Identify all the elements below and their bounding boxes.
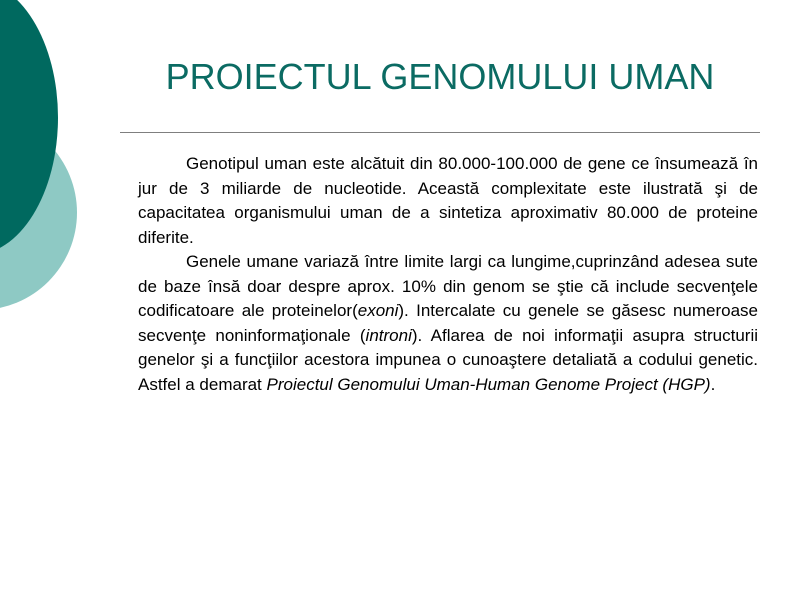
term-introni: introni xyxy=(365,325,412,345)
paragraph-genotype: Genotipul uman este alcătuit din 80.000-100.000 de gene ce însumează în jur de 3 miliarde de nucleotide. Această complexitate este ilustrată şi de capacitatea organismului uman de a sintetiza aproximativ 80.000 de proteine diferite. xyxy=(138,154,758,247)
paragraph-genes-text-b: ). Intercalate cu genele se găsesc numeroase secvenţe noninformaţionale ( xyxy=(138,301,758,345)
project-name: Proiectul Genomului Uman-Human Genome Project (HGP) xyxy=(266,374,711,394)
title-divider xyxy=(120,132,760,133)
slide-body xyxy=(138,152,758,397)
term-exoni: exoni xyxy=(357,301,399,320)
paragraph-genes xyxy=(138,250,758,397)
paragraph-genes-text-c: ). Aflarea de noi informaţii asupra structurii genelor şi a funcţiilor acestora impunea o cunoaştere detaliată a codului genetic. Astfel a demarat xyxy=(138,325,759,394)
paragraph-genes-text-a: Genele umane variază între limite largi ca lungime,cuprinzând adesea sute de baze însă doar despre aprox. 10% din genom se ştie că include secvenţele codificatoare ale proteinelor( xyxy=(138,252,758,320)
paragraph-genes-text-d: . xyxy=(710,374,716,394)
slide-title: PROIECTUL GENOMULUI UMAN xyxy=(165,56,715,97)
